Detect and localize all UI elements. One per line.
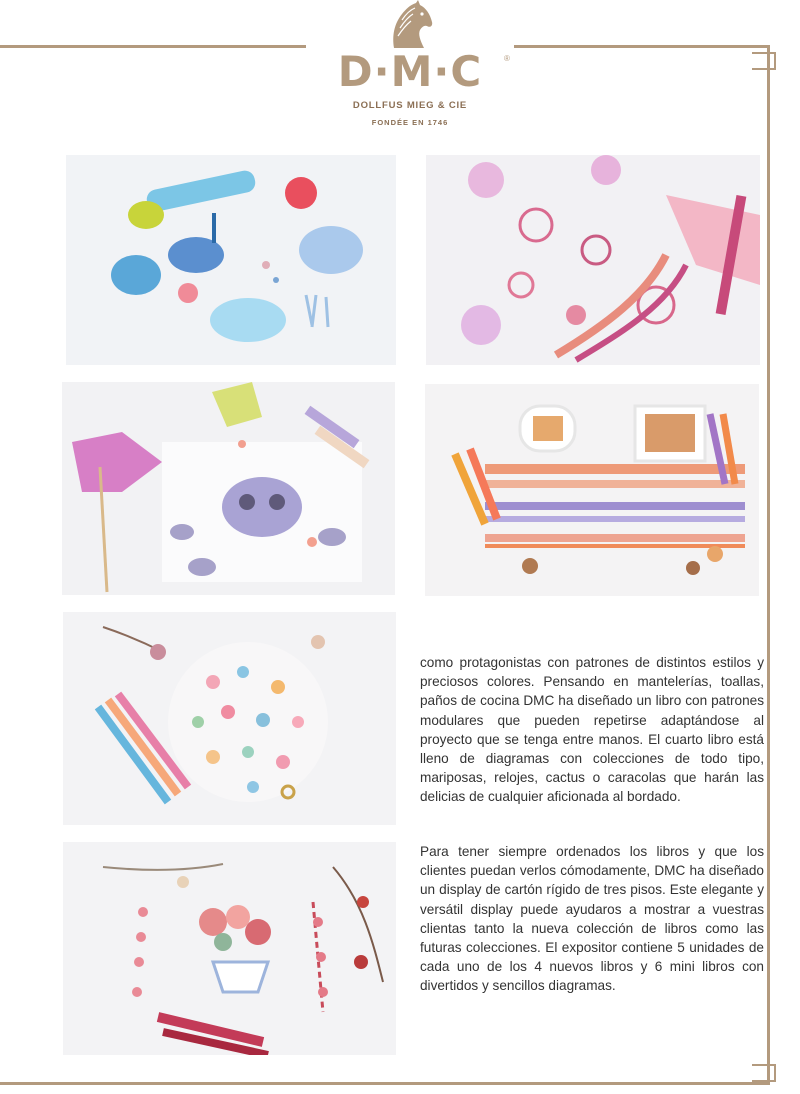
photo-pastel-flower-circle: [63, 612, 396, 825]
photo-border-pattern: [425, 384, 759, 596]
founded-text: FONDÉE EN 1746: [371, 118, 449, 127]
horse-head-icon: [380, 0, 440, 50]
paragraph-2-text: Para tener siempre ordenados los libros y que los clientes puedan verlos cómodamente, DMC ha diseñado un display de cartón rígido de tres pisos. Este elegante y versátil display puede ayudaros a mostrar a vuestras clientas tanto la nueva colección de libros como las futuras colecciones. El expositor contiene 5 unidades de cada uno de los 4 nuevos libros y 6 mini libros con divertidos y sencillos diagramas.: [420, 844, 764, 994]
dmc-logo: [300, 0, 520, 135]
photo-rose-vase-pattern: [63, 842, 396, 1055]
company-name: DOLLFUS MIEG & CIE: [352, 100, 468, 111]
frame-bottom: [0, 1082, 770, 1085]
frame-top-left: [0, 45, 306, 48]
article-paragraph-1: [420, 653, 764, 807]
brand-name: D·M·C: [337, 47, 483, 96]
frame-corner-bottom: [752, 1064, 776, 1082]
registered-mark: ®: [504, 54, 510, 63]
frame-corner-top: [752, 52, 776, 70]
photo-baby-sea-pattern: [66, 155, 396, 365]
paragraph-1-text: como protagonistas con patrones de distintos estilos y preciosos colores. Pensando en mantelerías, toallas, paños de cocina DMC ha diseñado un libro con patrones modulares que pueden repetirse adaptándose al proyecto que se tenga entre manos. El cuarto libro está lleno de diagramas con colecciones de todo tipo, mariposas, relojes, cactus o caracolas que harán las delicias de cualquier aficionada al bordado.: [420, 655, 764, 805]
article-paragraph-2: [420, 842, 764, 996]
photo-pink-floral-pattern: [426, 155, 760, 365]
frame-top-right: [514, 45, 770, 48]
photo-raccoon-pattern: [62, 382, 395, 595]
frame-right: [767, 45, 770, 1085]
